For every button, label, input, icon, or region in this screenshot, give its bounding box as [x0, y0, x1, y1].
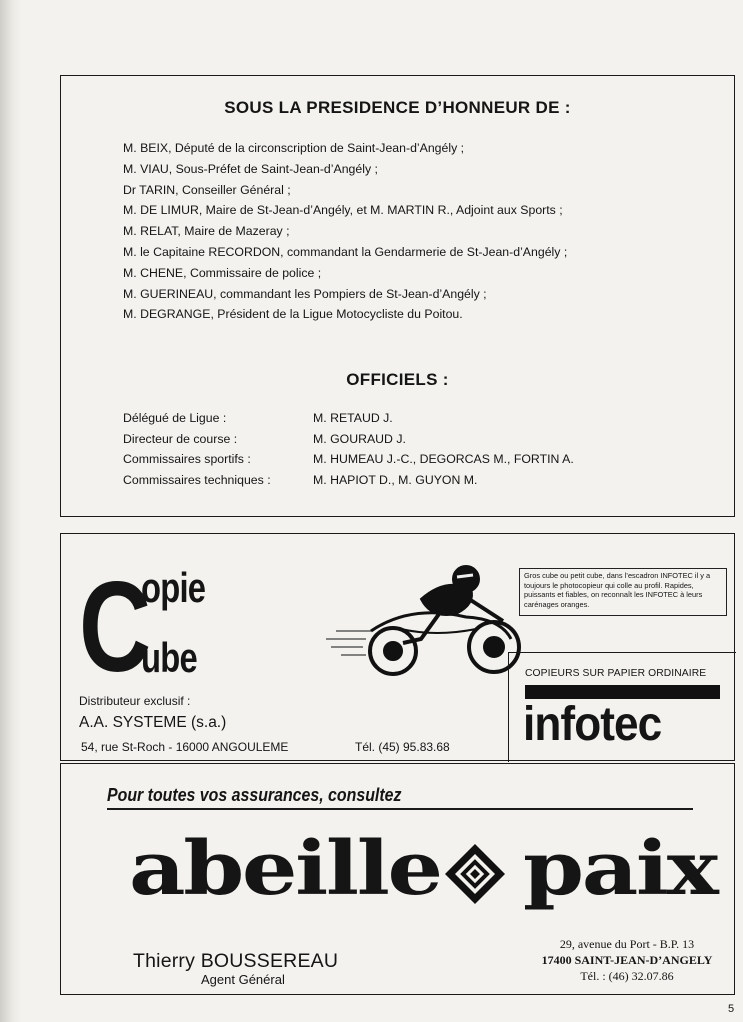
- copie-cube-word-ube: ube: [141, 634, 197, 681]
- agent-name: Thierry BOUSSEREAU: [133, 950, 339, 972]
- insurance-headline: Pour toutes vos assurances, consultez: [107, 784, 402, 805]
- page-number: 5: [728, 1003, 735, 1015]
- abeille-paix-ad: [60, 763, 735, 995]
- honor-member: M. le Capitaine RECORDON, commandant la Gendarmerie de St-Jean-d’Angély ;: [123, 244, 568, 259]
- officiel-names: M. GOURAUD J.: [313, 431, 406, 446]
- copie-cube-word-opie: opie: [141, 564, 206, 611]
- officiel-role: Directeur de course :: [123, 431, 238, 446]
- honor-members-list: [123, 138, 567, 325]
- infotec-box: [508, 652, 736, 762]
- distributor-phone: Tél. (45) 95.83.68: [355, 740, 450, 754]
- honor-member: M. GUERINEAU, commandant les Pompiers de St-Jean-d’Angély ;: [123, 286, 487, 301]
- honor-member: Dr TARIN, Conseiller Général ;: [123, 182, 291, 197]
- headline-rule: [107, 808, 693, 810]
- distributor-label: Distributeur exclusif :: [79, 694, 191, 708]
- page-spine-shadow: [0, 0, 22, 1022]
- presidence-title: SOUS LA PRESIDENCE D’HONNEUR DE :: [224, 98, 571, 117]
- officiel-names: M. RETAUD J.: [313, 411, 393, 425]
- abeille-word: abeille: [129, 826, 441, 912]
- copie-cube-big-letter: C: [79, 556, 148, 699]
- honor-member: M. RELAT, Maire de Mazeray ;: [123, 224, 290, 239]
- agent-title: Agent Général: [201, 972, 285, 987]
- copieurs-tagline: COPIEURS SUR PAPIER ORDINAIRE: [525, 668, 707, 679]
- honor-member: M. VIAU, Sous-Préfet de Saint-Jean-d’Angély ;: [123, 161, 378, 176]
- infotec-logo: infotec: [523, 698, 662, 751]
- paix-word: paix: [523, 826, 717, 912]
- presidence-section: [60, 75, 735, 517]
- officiel-role: Commissaires techniques :: [123, 472, 271, 487]
- honor-member: M. DE LIMUR, Maire de St-Jean-d’Angély, et M. MARTIN R., Adjoint aux Sports ;: [123, 203, 563, 218]
- copie-cube-blurb: Gros cube ou petit cube, dans l’escadron INFOTEC il y a toujours le photocopieur qui colle au profil. Rapides, puissants et fiables, on reconnaît les INFOTEC à leurs carénages oranges.: [519, 568, 727, 616]
- distributor-name: A.A. SYSTEME (s.a.): [79, 714, 227, 731]
- agent-address-line1: 29, avenue du Port - B.P. 13: [559, 937, 695, 951]
- officiel-names: M. HAPIOT D., M. GUYON M.: [313, 472, 478, 487]
- honor-member: M. DEGRANGE, Président de la Ligue Motocycliste du Poitou.: [123, 307, 463, 322]
- officiels-title: OFFICIELS :: [346, 370, 449, 389]
- agent-address-block: [527, 936, 727, 984]
- agent-phone: Tél. : (46) 32.07.86: [580, 969, 674, 983]
- officiel-role: Commissaires sportifs :: [123, 452, 251, 466]
- distributor-address: 54, rue St-Roch - 16000 ANGOULEME: [81, 740, 289, 754]
- officiel-role: Délégué de Ligue :: [123, 411, 227, 425]
- abeille-paix-diamond-logo-icon: [443, 842, 507, 906]
- officiel-names: M. HUMEAU J.-C., DEGORCAS M., FORTIN A.: [313, 452, 574, 466]
- honor-member: M. CHENE, Commissaire de police ;: [123, 265, 322, 280]
- honor-member: M. BEIX, Député de la circonscription de Saint-Jean-d’Angély ;: [123, 141, 465, 155]
- copie-cube-ad: [60, 533, 735, 761]
- officiel-row: [123, 449, 574, 470]
- motorcycle-illustration-icon: [271, 559, 531, 684]
- officiel-row: [123, 408, 574, 429]
- officiel-row: [123, 429, 574, 450]
- officiel-row: [123, 470, 574, 491]
- agent-address-line2: 17400 SAINT-JEAN-D’ANGELY: [541, 953, 713, 967]
- officiels-table: [123, 408, 574, 490]
